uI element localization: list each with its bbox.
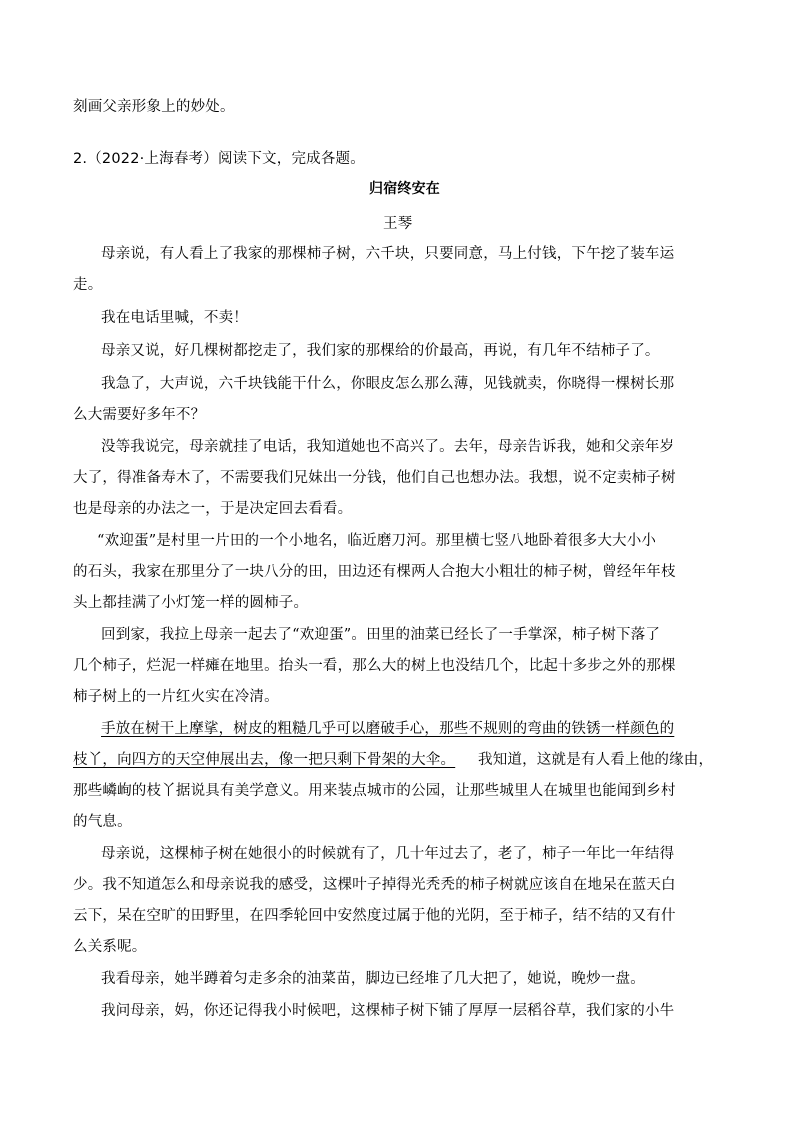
paragraph-line: “欢迎蛋”是村里一片田的一个小地名，临近磨刀河。那里横七竖八地卧着很多大大小小 [97,533,657,549]
paragraph-line: 我知道，这就是有人看上他的缘由， [478,752,714,768]
paragraph-line: 的石头，我家在那里分了一块八分的田，田边还有棵两人合抱大小粗壮的柿子树，曾经年年枝 [73,564,676,580]
paragraph-line: 少。我不知道怎么和母亲说我的感受，这棵叶子掉得光秃秃的柿子树就应该自在地呆在蓝天白 [73,877,676,893]
underlined-sentence: 手放在树干上摩挲，树皮的粗糙几乎可以磨破手心，那些不规则的弯曲的铁锈一样颜色的 [101,721,675,737]
paragraph-line: 我看母亲，她半蹲着匀走多余的油菜苗，脚边已经堆了几大把了，她说，晚炒一盘。 [101,971,645,987]
article-title: 归宿终安在 [369,181,440,197]
paragraph-line: 大了，得准备寿木了，不需要我们兄妹出一分钱，他们自己也想办法。我想，说不定卖柿子树 [73,470,676,486]
paragraph-line: 么关系呢。 [73,939,147,955]
paragraph-line: 母亲说，有人看上了我家的那棵柿子树，六千块，只要同意，马上付钱，下午挖了装车运 [101,246,675,262]
previous-answer-tail: 刻画父亲形象上的妙处。 [73,99,235,115]
paragraph-line: 的气息。 [73,814,132,830]
paragraph-line: 柿子树上的一片红火实在冷清。 [73,689,279,705]
paragraph-line: 几个柿子，烂泥一样瘫在地里。抬头一看，那么大的树上也没结几个，比起十多步之外的那棵 [73,658,676,674]
paragraph-line: 母亲又说，好几棵树都挖走了，我们家的那棵给的价最高，再说，有几年不结柿子了。 [101,343,660,359]
question-heading: 2.（2022·上海春考）阅读下文，完成各题。 [73,151,365,167]
paragraph-line: 没等我说完，母亲就挂了电话，我知道她也不高兴了。去年，母亲告诉我，她和父亲年岁 [101,439,675,455]
paragraph-line: 头上都挂满了小灯笼一样的圆柿子。 [73,595,309,611]
paragraph-line: 那些嶙峋的枝丫据说具有美学意义。用来装点城市的公园，让那些城里人在城里也能闻到乡村 [73,783,676,799]
paragraph-line: 走。 [73,277,103,293]
paragraph-line: 也是母亲的办法之一，于是决定回去看看。 [73,501,353,517]
underlined-sentence: 枝丫，向四方的天空伸展出去，像一把只剩下骨架的大伞。 [73,752,456,768]
paragraph-line: 我急了，大声说，六千块钱能干什么，你眼皮怎么那么薄，见钱就卖，你晓得一棵树长那 [101,376,675,392]
paragraph-line: 云下，呆在空旷的田野里，在四季轮回中安然度过属于他的光阴，至于柿子，结不结的又有什 [73,908,676,924]
paragraph-line: 母亲说，这棵柿子树在她很小的时候就有了，几十年过去了，老了，柿子一年比一年结得 [101,846,675,862]
paragraph-line: 回到家，我拉上母亲一起去了“欢迎蛋”。田里的油菜已经长了一手掌深，柿子树下落了 [101,627,661,643]
paragraph-line: 么大需要好多年不？ [73,407,206,423]
article-author: 王琴 [383,216,413,232]
paragraph-line: 我问母亲，妈，你还记得我小时候吧，这棵柿子树下铺了厚厚一层稻谷草，我们家的小牛 [101,1003,675,1019]
paragraph-line: 我在电话里喊，不卖！ [101,310,248,326]
